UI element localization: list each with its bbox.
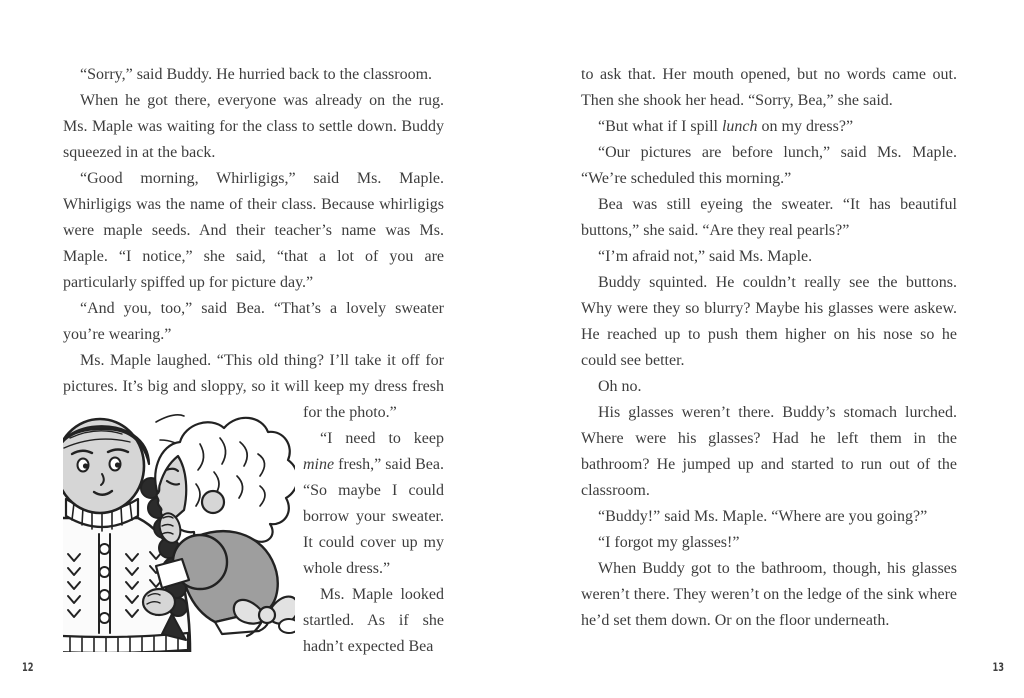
story-paragraph: “Our pictures are before lunch,” said Ms. Maple. “We’re scheduled this morning.” — [581, 144, 957, 187]
text-segment: “I need to keep — [320, 430, 444, 447]
story-paragraph: When Buddy got to the bathroom, though, his glasses weren’t there. They weren’t on the ledge of the sink where he’d set them down. Or on the floor underneath. — [581, 560, 957, 629]
story-paragraph: When he got there, everyone was already on the rug. Ms. Maple was waiting for the class to settle down. Buddy squeezed in at the back. — [63, 92, 444, 161]
story-paragraph: “And you, too,” said Bea. “That’s a lovely sweater you’re wearing.” — [63, 300, 444, 343]
text-segment: on my dress?” — [757, 118, 854, 135]
right-page — [512, 0, 1024, 698]
story-paragraph: Bea was still eyeing the sweater. “It has beautiful buttons,” she said. “Are they real pearls?” — [581, 196, 957, 239]
italic-word: mine — [303, 456, 335, 473]
story-paragraph: His glasses weren’t there. Buddy’s stomach lurched. Where were his glasses? Had he left them in the bathroom? He jumped up and started to run out of the classroom. — [581, 404, 957, 499]
right-page-text — [581, 62, 957, 634]
story-paragraph-continuation: for the photo.” — [303, 404, 397, 421]
story-paragraph-continuation: to ask that. Her mouth opened, but no words came out. Then she shook her head. “Sorry, Bea,” she said. — [581, 66, 957, 109]
story-paragraph — [581, 114, 957, 140]
italic-word: lunch — [721, 118, 758, 135]
story-paragraph: “I’m afraid not,” said Ms. Maple. — [598, 248, 813, 265]
earring-icon — [202, 491, 224, 513]
bea-shoe — [279, 619, 295, 633]
clasped-hands — [143, 589, 175, 615]
bea-character — [143, 418, 295, 636]
story-paragraph: “Buddy!” said Ms. Maple. “Where are you going?” — [598, 508, 928, 525]
text-wrap-region — [63, 400, 444, 660]
left-page-text — [63, 62, 444, 660]
story-paragraph: Oh no. — [598, 378, 642, 395]
illustration — [63, 404, 295, 652]
text-segment: “But what if I spill — [598, 118, 722, 135]
text-segment: fresh,” said Bea. “So maybe I could borrow your sweater. It could cover up my whole dress.” — [303, 456, 444, 577]
page-number: 13 — [992, 660, 1004, 674]
story-paragraph: “Sorry,” said Buddy. He hurried back to the classroom. — [80, 66, 433, 83]
story-paragraph: “I forgot my glasses!” — [598, 534, 740, 551]
story-paragraph: Ms. Maple laughed. “This old thing? I’ll take it off for pictures. It’s big and sloppy, so it will keep my dress fresh — [63, 352, 444, 395]
story-paragraph: Buddy squinted. He couldn’t really see the buttons. Why were they so blurry? Maybe his glasses were askew. He reached up to push them higher on his nose so he could see better. — [581, 274, 957, 369]
story-paragraph: “Good morning, Whirligigs,” said Ms. Maple. Whirligigs was the name of their class. Because whirligigs were maple seeds. And their teacher’s name was Ms. Maple. “I notice,” she said, “that a lot of you are particularly spiffed up for picture day.” — [63, 170, 444, 291]
page-number: 12 — [22, 660, 34, 674]
story-paragraph: Ms. Maple looked startled. As if she hadn’t expected Bea — [303, 586, 444, 655]
